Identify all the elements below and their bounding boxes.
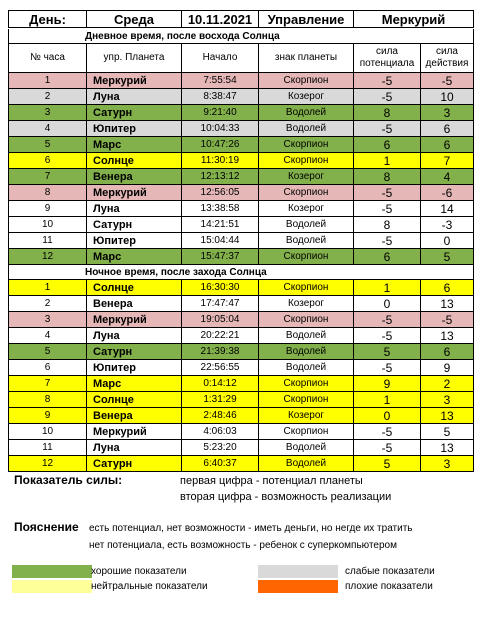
start-time: 19:05:04: [182, 312, 259, 328]
hour-number: 3: [9, 105, 87, 121]
day-hour-row: [9, 185, 474, 201]
potential-strength: 6: [354, 137, 421, 153]
start-time: 11:30:19: [182, 153, 259, 169]
hour-number: 7: [9, 376, 87, 392]
ruling-planet: Сатурн: [87, 456, 182, 472]
start-time: 21:39:38: [182, 344, 259, 360]
ruling-planet: Юпитер: [87, 233, 182, 249]
strength-line-1: первая цифра - потенциал планеты: [180, 475, 363, 487]
day-hour-row: [9, 89, 474, 105]
day-hour-row: [9, 105, 474, 121]
action-strength: 9: [421, 360, 474, 376]
planet-sign: Скорпион: [259, 424, 354, 440]
planet-sign: Скорпион: [259, 73, 354, 89]
action-strength: 0: [421, 233, 474, 249]
weak-swatch: [258, 565, 338, 578]
potential-strength: 0: [354, 296, 421, 312]
potential-strength: 6: [354, 249, 421, 265]
potential-strength: 5: [354, 344, 421, 360]
potential-strength: -5: [354, 201, 421, 217]
night-hour-row: [9, 376, 474, 392]
ruling-planet: Меркурий: [87, 73, 182, 89]
potential-strength: -5: [354, 328, 421, 344]
potential-strength: 1: [354, 153, 421, 169]
action-strength: 13: [421, 408, 474, 424]
potential-strength: 8: [354, 105, 421, 121]
potential-strength: -5: [354, 233, 421, 249]
ruling-planet: Марс: [87, 249, 182, 265]
planet-sign: Водолей: [259, 360, 354, 376]
start-time: 15:47:37: [182, 249, 259, 265]
hour-number: 10: [9, 217, 87, 233]
action-strength: 2: [421, 376, 474, 392]
planet-sign: Скорпион: [259, 280, 354, 296]
night-hour-row: [9, 344, 474, 360]
good-label: хорошие показатели: [91, 566, 187, 577]
night-hour-row: [9, 424, 474, 440]
night-hour-row: [9, 440, 474, 456]
neutral-swatch: [12, 580, 92, 593]
action-strength: -6: [421, 185, 474, 201]
ruling-planet: Луна: [87, 440, 182, 456]
action-strength: 5: [421, 249, 474, 265]
hour-number: 11: [9, 440, 87, 456]
ruling-planet: Меркурий: [87, 185, 182, 201]
day-hour-row: [9, 153, 474, 169]
planet-sign: Козерог: [259, 201, 354, 217]
night-hour-row: [9, 360, 474, 376]
day-hour-row: [9, 217, 474, 233]
ruling-planet: Луна: [87, 328, 182, 344]
start-time: 10:47:26: [182, 137, 259, 153]
hour-number: 10: [9, 424, 87, 440]
hour-number: 9: [9, 201, 87, 217]
start-time: 5:23:20: [182, 440, 259, 456]
planet-sign: Водолей: [259, 233, 354, 249]
ruling-planet: Венера: [87, 169, 182, 185]
explain-line-2: нет потенциала, есть возможность - ребенок с суперкомпьютером: [89, 540, 397, 551]
potential-strength: 1: [354, 280, 421, 296]
date-value: 10.11.2021: [182, 11, 259, 28]
hour-number: 9: [9, 408, 87, 424]
ruling-planet: Венера: [87, 296, 182, 312]
start-time: 12:13:12: [182, 169, 259, 185]
action-strength: 3: [421, 105, 474, 121]
hour-number: 4: [9, 121, 87, 137]
hour-number: 6: [9, 360, 87, 376]
potential-strength: 9: [354, 376, 421, 392]
ruling-planet: Меркурий: [87, 424, 182, 440]
neutral-label: нейтральные показатели: [91, 581, 208, 592]
bad-label: плохие показатели: [345, 581, 433, 592]
ruling-planet: Луна: [87, 89, 182, 105]
potential-strength: 5: [354, 456, 421, 472]
start-time: 14:21:51: [182, 217, 259, 233]
ruling-planet: Солнце: [87, 280, 182, 296]
start-time: 8:38:47: [182, 89, 259, 105]
column-header-row: [9, 44, 474, 73]
hour-number: 1: [9, 280, 87, 296]
day-section-title: Дневное время, после восхода Солнца: [9, 29, 474, 44]
hour-number: 11: [9, 233, 87, 249]
planet-sign: Водолей: [259, 121, 354, 137]
ruling-planet: Сатурн: [87, 344, 182, 360]
ruling-planet: Марс: [87, 137, 182, 153]
ruling-planet: Юпитер: [87, 121, 182, 137]
ruler-value: Меркурий: [354, 11, 474, 28]
hour-number: 6: [9, 153, 87, 169]
planet-col-header: упр. Планета: [87, 44, 182, 73]
hour-number: 3: [9, 312, 87, 328]
planet-sign: Козерог: [259, 296, 354, 312]
action-strength: 6: [421, 137, 474, 153]
night-hour-row: [9, 280, 474, 296]
action-strength: 3: [421, 456, 474, 472]
day-hour-row: [9, 73, 474, 89]
potential-strength: -5: [354, 121, 421, 137]
start-time: 4:06:03: [182, 424, 259, 440]
ruling-planet: Сатурн: [87, 217, 182, 233]
planet-sign: Козерог: [259, 408, 354, 424]
night-hour-row: [9, 312, 474, 328]
action-strength: 7: [421, 153, 474, 169]
night-hour-row: [9, 456, 474, 472]
action-strength: 13: [421, 296, 474, 312]
planet-sign: Водолей: [259, 456, 354, 472]
control-label: Управление: [259, 11, 354, 28]
planet-sign: Козерог: [259, 89, 354, 105]
action-strength: -5: [421, 73, 474, 89]
planet-sign: Козерог: [259, 169, 354, 185]
hour-number: 5: [9, 137, 87, 153]
potential-strength: 1: [354, 392, 421, 408]
hour-number: 12: [9, 249, 87, 265]
start-time: 15:04:44: [182, 233, 259, 249]
planet-sign: Скорпион: [259, 312, 354, 328]
action-strength: 14: [421, 201, 474, 217]
planet-sign: Скорпион: [259, 185, 354, 201]
action-strength: 13: [421, 328, 474, 344]
hour-number: 8: [9, 185, 87, 201]
explain-title: Пояснение: [14, 520, 79, 534]
start-col-header: Начало: [182, 44, 259, 73]
day-hour-row: [9, 121, 474, 137]
start-time: 2:48:46: [182, 408, 259, 424]
potential-strength: -5: [354, 440, 421, 456]
potential-strength: 8: [354, 217, 421, 233]
ruling-planet: Сатурн: [87, 105, 182, 121]
potential-strength: -5: [354, 185, 421, 201]
weak-label: слабые показатели: [345, 566, 435, 577]
start-time: 0:14:12: [182, 376, 259, 392]
action-strength: 4: [421, 169, 474, 185]
strength-line-2: вторая цифра - возможность реализации: [180, 491, 392, 503]
planet-sign: Водолей: [259, 217, 354, 233]
planet-sign: Водолей: [259, 440, 354, 456]
action-col-header: сила действия: [421, 44, 474, 73]
start-time: 10:04:33: [182, 121, 259, 137]
ruling-planet: Солнце: [87, 153, 182, 169]
start-time: 20:22:21: [182, 328, 259, 344]
start-time: 1:31:29: [182, 392, 259, 408]
night-hour-row: [9, 296, 474, 312]
action-strength: -3: [421, 217, 474, 233]
action-strength: 10: [421, 89, 474, 105]
action-strength: -5: [421, 312, 474, 328]
action-strength: 6: [421, 344, 474, 360]
potential-strength: -5: [354, 360, 421, 376]
day-hour-row: [9, 249, 474, 265]
hour-number: 4: [9, 328, 87, 344]
day-hour-row: [9, 169, 474, 185]
start-time: 17:47:47: [182, 296, 259, 312]
hours-table: [8, 29, 474, 472]
ruling-planet: Луна: [87, 201, 182, 217]
night-section-title: Ночное время, после захода Солнца: [9, 265, 474, 280]
planet-sign: Скорпион: [259, 376, 354, 392]
bad-swatch: [258, 580, 338, 593]
hour-number: 7: [9, 169, 87, 185]
start-time: 13:38:58: [182, 201, 259, 217]
night-hour-row: [9, 328, 474, 344]
potential-strength: 0: [354, 408, 421, 424]
hour-number: 2: [9, 89, 87, 105]
hour-number: 5: [9, 344, 87, 360]
day-label: День:: [9, 11, 87, 28]
start-time: 12:56:05: [182, 185, 259, 201]
planet-sign: Скорпион: [259, 392, 354, 408]
day-hour-row: [9, 137, 474, 153]
planet-sign: Водолей: [259, 105, 354, 121]
night-hour-row: [9, 408, 474, 424]
potential-strength: -5: [354, 89, 421, 105]
potential-strength: -5: [354, 424, 421, 440]
start-time: 7:55:54: [182, 73, 259, 89]
planet-sign: Водолей: [259, 328, 354, 344]
ruling-planet: Марс: [87, 376, 182, 392]
potential-strength: -5: [354, 312, 421, 328]
planet-sign: Скорпион: [259, 137, 354, 153]
planet-sign: Водолей: [259, 344, 354, 360]
hour-col-header: № часа: [9, 44, 87, 73]
explain-line-1: есть потенциал, нет возможности - иметь деньги, но негде их тратить: [89, 523, 413, 534]
night-hour-row: [9, 392, 474, 408]
day-value: Среда: [87, 11, 182, 28]
start-time: 6:40:37: [182, 456, 259, 472]
potential-strength: -5: [354, 73, 421, 89]
ruling-planet: Солнце: [87, 392, 182, 408]
start-time: 22:56:55: [182, 360, 259, 376]
sign-col-header: знак планеты: [259, 44, 354, 73]
hour-number: 8: [9, 392, 87, 408]
action-strength: 13: [421, 440, 474, 456]
planet-sign: Скорпион: [259, 153, 354, 169]
start-time: 16:30:30: [182, 280, 259, 296]
action-strength: 3: [421, 392, 474, 408]
potential-strength: 8: [354, 169, 421, 185]
start-time: 9:21:40: [182, 105, 259, 121]
ruling-planet: Меркурий: [87, 312, 182, 328]
header-table: [8, 10, 474, 28]
action-strength: 5: [421, 424, 474, 440]
ruling-planet: Юпитер: [87, 360, 182, 376]
potential-col-header: сила потенциала: [354, 44, 421, 73]
hour-number: 12: [9, 456, 87, 472]
day-hour-row: [9, 233, 474, 249]
strength-title: Показатель силы:: [14, 473, 123, 487]
action-strength: 6: [421, 121, 474, 137]
good-swatch: [12, 565, 92, 578]
day-hour-row: [9, 201, 474, 217]
planet-sign: Скорпион: [259, 249, 354, 265]
hour-number: 2: [9, 296, 87, 312]
hour-number: 1: [9, 73, 87, 89]
action-strength: 6: [421, 280, 474, 296]
ruling-planet: Венера: [87, 408, 182, 424]
